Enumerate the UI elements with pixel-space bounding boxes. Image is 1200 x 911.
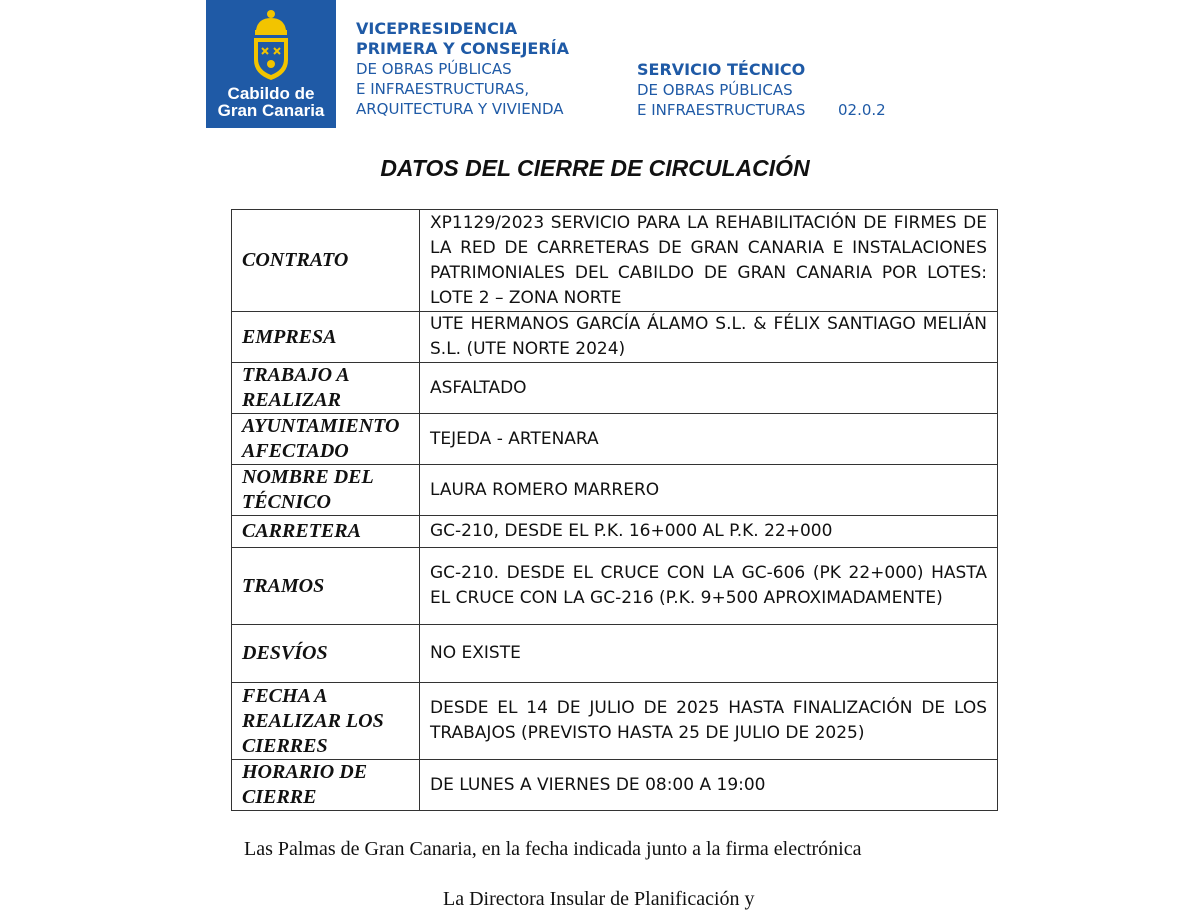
header-right-line2: DE OBRAS PÚBLICAS xyxy=(637,81,793,99)
closure-data-table xyxy=(231,209,998,811)
header-department xyxy=(356,19,569,119)
row-label: FECHA A REALIZAR LOS CIERRES xyxy=(232,683,420,760)
row-value: TEJEDA - ARTENARA xyxy=(420,414,998,465)
signature-title: La Directora Insular de Planificación y xyxy=(443,888,755,910)
row-label: AYUNTAMIENTO AFECTADO xyxy=(232,414,420,465)
row-label: CARRETERA xyxy=(232,516,420,548)
header-left-line5: ARQUITECTURA Y VIVIENDA xyxy=(356,100,564,118)
place-date-line: Las Palmas de Gran Canaria, en la fecha indicada junto a la firma electrónica xyxy=(244,838,862,860)
row-value: DE LUNES A VIERNES DE 08:00 A 19:00 xyxy=(420,760,998,811)
row-label: HORARIO DE CIERRE xyxy=(232,760,420,811)
row-label: NOMBRE DEL TÉCNICO xyxy=(232,465,420,516)
document-code: 02.0.2 xyxy=(838,101,886,119)
row-value: GC-210, DESDE EL P.K. 16+000 AL P.K. 22+000 xyxy=(420,516,998,548)
row-value: UTE HERMANOS GARCÍA ÁLAMO S.L. & FÉLIX SANTIAGO MELIÁN S.L. (UTE NORTE 2024) xyxy=(420,312,998,363)
row-value: DESDE EL 14 DE JULIO DE 2025 HASTA FINALIZACIÓN DE LOS TRABAJOS (PREVISTO HASTA 25 DE JULIO DE 2025) xyxy=(420,683,998,760)
table-row xyxy=(232,465,998,516)
row-label: EMPRESA xyxy=(232,312,420,363)
row-label: CONTRATO xyxy=(232,210,420,312)
row-label: TRABAJO A REALIZAR xyxy=(232,363,420,414)
document-title: DATOS DEL CIERRE DE CIRCULACIÓN xyxy=(380,155,810,181)
header-left-line2: PRIMERA Y CONSEJERÍA xyxy=(356,39,570,58)
logo-text-line1: Cabildo de xyxy=(227,84,315,103)
table-row xyxy=(232,210,998,312)
table-row xyxy=(232,363,998,414)
row-value: ASFALTADO xyxy=(420,363,998,414)
table-row xyxy=(232,683,998,760)
row-value: GC-210. DESDE EL CRUCE CON LA GC-606 (PK 22+000) HASTA EL CRUCE CON LA GC-216 (P.K. 9+500 APROXIMADAMENTE) xyxy=(420,548,998,625)
table-row xyxy=(232,414,998,465)
header-left-line3: DE OBRAS PÚBLICAS xyxy=(356,60,512,78)
header-left-line4: E INFRAESTRUCTURAS, xyxy=(356,80,530,98)
cabildo-logo xyxy=(206,0,336,128)
logo-text-line2: Gran Canaria xyxy=(217,101,325,120)
header-service xyxy=(637,60,805,120)
row-value: NO EXISTE xyxy=(420,625,998,683)
row-value: XP1129/2023 SERVICIO PARA LA REHABILITACIÓN DE FIRMES DE LA RED DE CARRETERAS DE GRAN CANARIA E INSTALACIONES PATRIMONIALES DEL CABILDO DE GRAN CANARIA POR LOTES: LOTE 2 – ZONA NORTE xyxy=(420,210,998,312)
table-row xyxy=(232,760,998,811)
table-row xyxy=(232,312,998,363)
coat-of-arms-icon xyxy=(246,8,296,82)
table-row xyxy=(232,625,998,683)
row-label: DESVÍOS xyxy=(232,625,420,683)
table-row xyxy=(232,516,998,548)
row-value: LAURA ROMERO MARRERO xyxy=(420,465,998,516)
header-left-line1: VICEPRESIDENCIA xyxy=(356,19,518,38)
table-row xyxy=(232,548,998,625)
header-right-line1: SERVICIO TÉCNICO xyxy=(637,60,806,79)
row-label: TRAMOS xyxy=(232,548,420,625)
header-right-line3: E INFRAESTRUCTURAS xyxy=(637,101,806,119)
